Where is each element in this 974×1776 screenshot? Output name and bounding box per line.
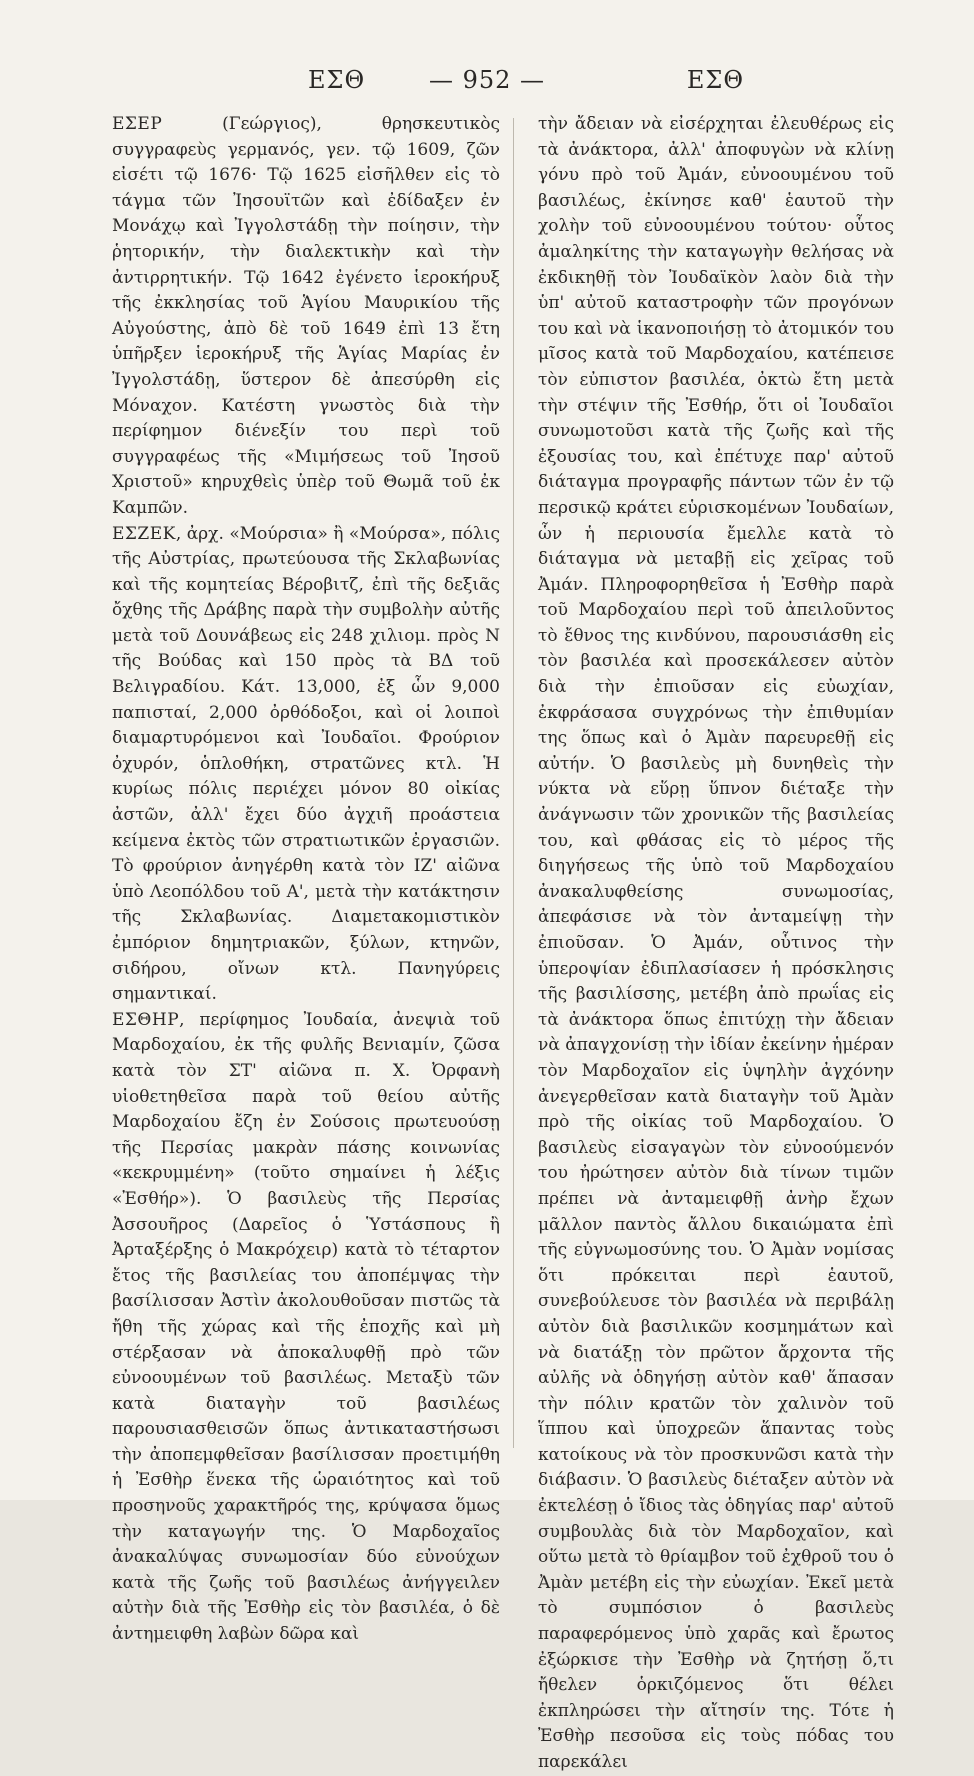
entry-esther-continued: τὴν ἄδειαν νὰ εἰσέρχηται ἐλευθέρως εἰς τὰ ἀνάκτορα, ἀλλ' ἀποφυγὼν νὰ κλίνῃ γόνυ πρὸ τοῦ Ἀμάν, εὐνοουμένου τοῦ βασιλέως, ἐκίνησε καθ' ἑαυτοῦ τὴν χολὴν τοῦ εὐνοουμένου τούτου· οὗτος ἀμαληκίτης τὴν καταγωγὴν θελήσας νὰ ἐκδικηθῇ τὸν Ἰουδαϊκὸν λαὸν διὰ τὴν ὑπ' αὐτοῦ καταστροφὴν τῶν προγόνων του καὶ νὰ ἱκανοποιήσῃ τὸ ἀτομικόν του μῖσος κατὰ τοῦ Μαρδοχαίου, κατέπεισε τὸν εὐπιστον βασιλέα, ὀκτὼ ἔτη μετὰ τὴν στέψιν τῆς Ἐσθήρ, ὅτι οἱ Ἰουδαῖοι συνωμοτοῦσι κατὰ τῆς ζωῆς καὶ τῆς ἐξουσίας του, καὶ ἐπέτυχε παρ' αὐτοῦ διάταγμα προγραφῆς πάντων τῶν ἐν τῷ περσικῷ κράτει εὑρισκομένων Ἰουδαίων, ὧν ἡ περιουσία ἔμελλε κατὰ τὸ διάταγμα νὰ μεταβῇ εἰς χεῖρας τοῦ Ἀμάν. Πληροφορηθεῖσα ἡ Ἐσθὴρ παρὰ τοῦ Μαρδοχαίου περὶ τοῦ ἀπειλοῦντος τὸ ἔθνος της κινδύνου, παρουσιάσθη εἰς τὸν βασιλέα καὶ προσεκάλεσεν αὐτὸν διὰ τὴν ἐπιοῦσαν εἰς εὐωχίαν, ἐκφράσασα συγχρόνως τὴν ἐπιθυμίαν της ὅπως καὶ ὁ Ἀμὰν παρευρεθῇ εἰς αὐτήν. Ὁ βασιλεὺς μὴ δυνηθεὶς τὴν νύκτα νὰ εὕρῃ ὕπνον διέταξε τὴν ἀνάγνωσιν τῶν χρονικῶν τῆς βασιλείας του, καὶ φθάσας εἰς τὸ μέρος τῆς διηγήσεως τῆς ὑπὸ τοῦ Μαρδοχαίου ἀνακαλυφθείσης συνωμοσίας, ἀπεφάσισε νὰ τὸν ἀνταμείψῃ τὴν ἐπιοῦσαν. Ὁ Ἀμάν, οὗτινος τὴν ὑπεροψίαν ἐδιπλασίασεν ἡ πρόσκλησις τῆς βασιλίσσης, μετέβη ἀπὸ πρωΐας εἰς τὰ ἀνάκτορα ὅπως ἐπιτύχῃ τὴν ἄδειαν νὰ ἀπαγχονίσῃ τὴν ἰδίαν ἐκείνην ἡμέραν τὸν Μαρδοχαῖον εἰς ὑψηλὴν ἀγχόνην ἀνεγερθεῖσαν κατὰ διαταγὴν τοῦ Ἀμὰν πρὸ τῆς οἰκίας τοῦ Μαρδοχαίου. Ὁ βασιλεὺς εἰσαγαγὼν τὸν εὐνοούμενόν του ἠρώτησεν αὐτὸν διὰ τίνων τιμῶν πρέπει νὰ ἀνταμειφθῇ ἀνὴρ ἔχων μᾶλλον παντὸς ἄλλου δικαιώματα ἐπὶ τῆς εὐγνωμοσύνης του. Ὁ Ἀμὰν νομίσας ὅτι πρόκειται περὶ ἑαυτοῦ, συνεβούλευσε τὸν βασιλέα νὰ περιβάλῃ αὐτὸν διὰ βασιλικῶν κοσμημάτων καὶ νὰ διατάξῃ τὸν πρῶτον ἄρχοντα τῆς αὐλῆς νὰ ὁδηγήσῃ αὐτὸν καθ' ἅπασαν τὴν πόλιν κρατῶν τὸν χαλινὸν τοῦ ἵππου καὶ ὑποχρεῶν ἅπαντας τοὺς κατοίκους νὰ τὸν προσκυνῶσι κατὰ τὴν διάβασιν. Ὁ βασιλεὺς διέταξεν αὐτὸν νὰ ἐκτελέσῃ ὁ ἴδιος τὰς ὁδηγίας παρ' αὐτοῦ συμβουλὰς διὰ τὸν Μαρδοχαῖον, καὶ οὕτω μετὰ τὸ θρίαμβον τοῦ ἐχθροῦ του ὁ Ἀμὰν μετέβη εἰς τὴν εὐωχίαν. Ἐκεῖ μετὰ τὸ συμπόσιον ὁ βασιλεὺς παραφερόμενος ὑπὸ χαρᾶς καὶ ἔρωτος ἐξώρκισε τὴν Ἐσθὴρ νὰ ζητήσῃ ὅ,τι ἤθελεν ὁρκιζόμενος ὅτι θέλει ἐκπληρώσει τὴν αἴτησίν της. Τότε ἡ Ἐσθὴρ πεσοῦσα εἰς τοὺς πόδας του παρεκάλει — [538, 114, 894, 1772]
entry-eszek — [112, 522, 500, 1008]
header-right-keyword: ΕΣΘ — [686, 66, 744, 94]
right-column — [538, 112, 894, 1776]
entry-esther-text: , περίφημος Ἰουδαία, ἀνεψιὰ τοῦ Μαρδοχαίου, ἐκ τῆς φυλῆς Βενιαμίν, ζῶσα κατὰ τὸν ΣΤ' αἰῶνα π. Χ. Ὀρφανὴ υἱοθετηθεῖσα παρὰ τοῦ θείου αὐτῆς Μαρδοχαίου ἔζη ἐν Σούσοις πρωτευούσῃ τῆς Περσίας μακρὰν πάσης κοινωνίας «κεκρυμμένη» (τοῦτο σημαίνει ἡ λέξις «Ἐσθήρ»). Ὁ βασιλεὺς τῆς Περσίας Ἀσσουῆρος (Δαρεῖος ὁ Ὑστάσπους ἢ Ἀρταξέρξης ὁ Μακρόχειρ) κατὰ τὸ τέταρτον ἔτος τῆς βασιλείας του ἀποπέμψας τὴν βασίλισσαν Ἀστὶν ἀκολουθοῦσαν πιστῶς τὰ ἤθη τῆς χώρας καὶ τῆς ἐποχῆς καὶ μὴ στέρξασαν νὰ ἀποκαλυφθῇ πρὸ τῶν εὐνοουμένων τοῦ βασιλέως. Μεταξὺ τῶν κατὰ διαταγὴν τοῦ βασιλέως παρουσιασθεισῶν ὅπως ἀντικαταστήσωσι τὴν ἀποπεμφθεῖσαν βασίλισσαν προετιμήθη ἡ Ἐσθὴρ ἕνεκα τῆς ὡραιότητος καὶ τοῦ προσηνοῦς χαρακτῆρός της, κρύψασα ὅμως τὴν καταγωγήν της. Ὁ Μαρδοχαῖος ἀνακαλύψας συνωμοσίαν δύο εὐνούχων κατὰ τῆς ζωῆς τοῦ βασιλέως ἀνήγγειλεν αὐτὴν διὰ τῆς Ἐσθὴρ εἰς τὸν βασιλέα, ὁ δὲ ἀντημειφθη λαβὼν δῶρα καὶ — [112, 1009, 500, 1645]
entry-esther — [112, 1008, 500, 1648]
running-header — [120, 66, 854, 106]
entry-eszek-text: , ἀρχ. «Μούρσια» ἢ «Μούρσα», πόλις τῆς Αὐστρίας, πρωτεύουσα τῆς Σκλαβωνίας καὶ τῆς κομητείας Βέροβιτζ, ἐπὶ τῆς δεξιᾶς ὄχθης τῆς Δράβης παρὰ τὴν συμβολὴν αὐτῆς μετὰ τοῦ Δουνάβεως εἰς 248 χιλιομ. πρὸς Ν τῆς Βούδας καὶ 150 πρὸς τὰ ΒΔ τοῦ Βελιγραδίου. Κάτ. 13,000, ἐξ ὧν 9,000 παπισταί, 2,000 ὀρθόδοξοι, καὶ οἱ λοιποὶ διαμαρτυρόμενοι καὶ Ἰουδαῖοι. Φρούριον ὀχυρόν, ὁπλοθήκη, στρατῶνες κτλ. Ἡ κυρίως πόλις περιέχει μόνον 80 οἰκίας ἀστῶν, ἀλλ' ἔχει δύο ἀγχιῆ προάστεια κείμενα ἐκτὸς τῶν στρατιωτικῶν ἐργασιῶν. Τὸ φρούριον ἀνηγέρθη κατὰ τὸν ΙΖ' αἰῶνα ὑπὸ Λεοπόλδου τοῦ Α', μετὰ τὴν κατάκτησιν τῆς Σκλαβωνίας. Διαμετακομιστικὸν ἐμπόριον δημητριακῶν, ξύλων, κτηνῶν, σιδήρου, οἴνων κτλ. Πανηγύρεις σημαντικαί. — [112, 523, 500, 1005]
headword-esther: ΕΣΘΗΡ — [112, 1009, 180, 1030]
column-divider — [513, 118, 514, 1448]
entry-eser — [112, 112, 500, 522]
entry-eser-text: (Γεώργιος), θρησκευτικὸς συγγραφεὺς γερμανός, γεν. τῷ 1609, ζῶν εἰσέτι τῷ 1676· Τῷ 1625 εἰσῆλθεν εἰς τὸ τάγμα τῶν Ἰησουϊτῶν καὶ ἐδίδαξεν ἐν Μονάχῳ καὶ Ἰγγολστάδῃ τὴν ποίησιν, τὴν ῥητορικήν, τὴν διαλεκτικὴν καὶ τὴν ἀντιρρητικήν. Τῷ 1642 ἐγένετο ἱεροκήρυξ τῆς ἐκκλησίας τοῦ Ἁγίου Μαυρικίου τῆς Αὐγούστης, ἀπὸ δὲ τοῦ 1649 ἐπὶ 13 ἔτη ὑπῆρξεν ἱεροκήρυξ τῆς Ἁγίας Μαρίας ἐν Ἰγγολστάδῃ, ὕστερον δὲ ἀπεσύρθη εἰς Μόναχον. Κατέστη γνωστὸς διὰ τὴν περίφημον διένεξίν του περὶ τοῦ συγγραφέως τῆς «Μιμήσεως τοῦ Ἰησοῦ Χριστοῦ» κηρυχθεὶς ὑπὲρ τοῦ Θωμᾶ τοῦ ἐκ Καμπῶν. — [112, 114, 500, 518]
headword-eser: ΕΣΕΡ — [112, 114, 163, 134]
page-number: — 952 — — [428, 66, 546, 94]
headword-eszek: ΕΣΖΕΚ — [112, 523, 176, 544]
header-left-keyword: ΕΣΘ — [308, 66, 366, 94]
left-column — [112, 112, 500, 1648]
